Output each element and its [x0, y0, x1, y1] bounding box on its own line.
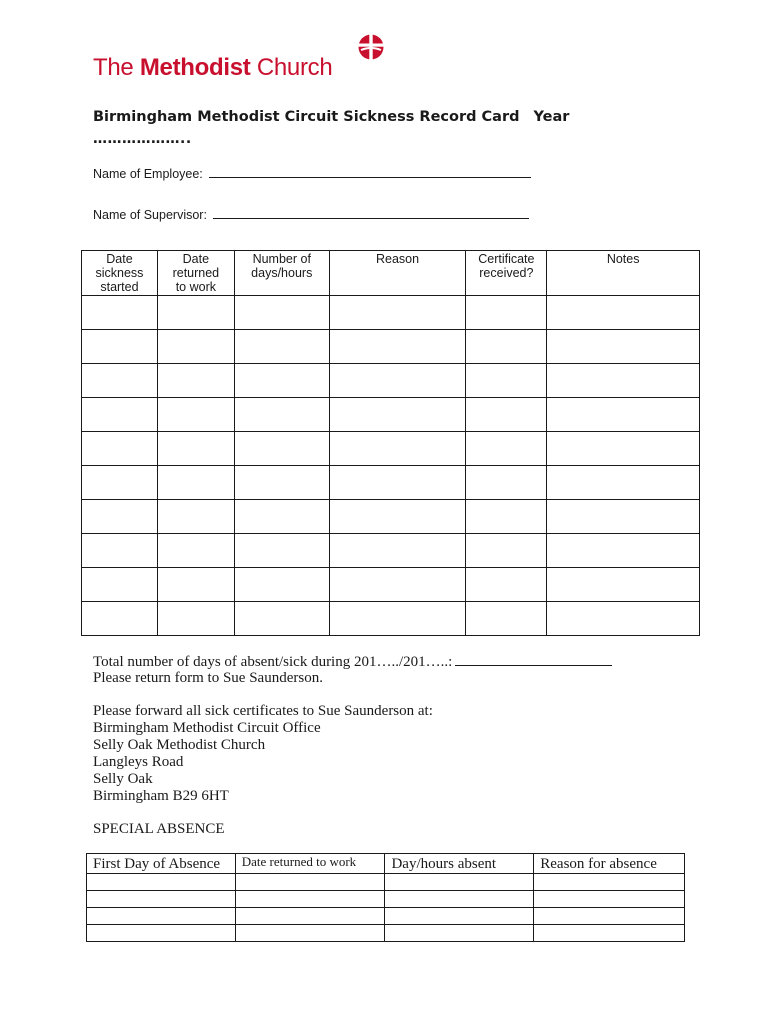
record-entry-cell[interactable]: [466, 568, 547, 602]
special-entry-cell[interactable]: [385, 891, 534, 908]
record-entry-cell[interactable]: [157, 500, 234, 534]
record-entry-cell[interactable]: [82, 432, 158, 466]
record-entry-cell[interactable]: [329, 432, 466, 466]
record-entry-cell[interactable]: [547, 466, 700, 500]
record-entry-cell[interactable]: [466, 534, 547, 568]
record-entry-cell[interactable]: [329, 568, 466, 602]
employee-name-field[interactable]: [93, 167, 531, 181]
special-entry-cell[interactable]: [534, 891, 685, 908]
table-row: [87, 925, 685, 942]
record-header-cell: [329, 251, 466, 296]
table-row: [82, 296, 700, 330]
special-absence-table: [86, 853, 685, 942]
record-header-cell: [82, 251, 158, 296]
special-entry-cell[interactable]: [534, 908, 685, 925]
table-row: [82, 398, 700, 432]
table-row: [87, 908, 685, 925]
total-days-line: [93, 653, 612, 671]
record-entry-cell[interactable]: [329, 296, 466, 330]
special-entry-cell[interactable]: [385, 874, 534, 891]
table-row: [82, 534, 700, 568]
record-entry-cell[interactable]: [157, 568, 234, 602]
address-line: Birmingham B29 6HT: [93, 788, 229, 804]
special-entry-cell[interactable]: [235, 874, 385, 891]
employee-name-line[interactable]: [209, 167, 531, 178]
record-entry-cell[interactable]: [82, 500, 158, 534]
record-entry-cell[interactable]: [547, 568, 700, 602]
record-entry-cell[interactable]: [234, 330, 329, 364]
record-entry-cell[interactable]: [157, 398, 234, 432]
record-entry-cell[interactable]: [466, 432, 547, 466]
year-dots: ………………..: [93, 131, 192, 147]
record-entry-cell[interactable]: [547, 398, 700, 432]
special-entry-cell[interactable]: [87, 891, 236, 908]
special-entry-cell[interactable]: [235, 891, 385, 908]
logo-prefix: The: [93, 54, 140, 81]
supervisor-name-line[interactable]: [213, 208, 529, 219]
special-entry-cell[interactable]: [87, 925, 236, 942]
record-entry-cell[interactable]: [466, 330, 547, 364]
total-days-label: Total number of days of absent/sick during 201…../201…..:: [93, 654, 453, 670]
special-header-cell: First Day of Absence: [87, 854, 236, 874]
record-entry-cell[interactable]: [234, 466, 329, 500]
record-entry-cell[interactable]: [329, 602, 466, 636]
record-entry-cell[interactable]: [82, 398, 158, 432]
record-entry-cell[interactable]: [157, 432, 234, 466]
year-label: Year: [533, 109, 570, 125]
record-entry-cell[interactable]: [466, 602, 547, 636]
title-text: Birmingham Methodist Circuit Sickness Record Card: [93, 109, 520, 125]
record-entry-cell[interactable]: [234, 500, 329, 534]
record-entry-cell[interactable]: [157, 364, 234, 398]
record-entry-cell[interactable]: [547, 296, 700, 330]
record-entry-cell[interactable]: [466, 364, 547, 398]
total-days-blank[interactable]: [455, 653, 612, 666]
record-header-line: started: [100, 280, 139, 294]
special-entry-cell[interactable]: [87, 874, 236, 891]
table-row: [82, 364, 700, 398]
special-header-cell: Date returned to work: [235, 854, 385, 874]
record-header-line: Date: [182, 252, 210, 266]
record-entry-cell[interactable]: [329, 330, 466, 364]
record-entry-cell[interactable]: [329, 364, 466, 398]
special-entry-cell[interactable]: [87, 908, 236, 925]
record-entry-cell[interactable]: [329, 466, 466, 500]
logo-bold: Methodist: [139, 54, 251, 81]
table-row: [87, 891, 685, 908]
special-entry-cell[interactable]: [534, 874, 685, 891]
supervisor-label: Name of Supervisor:: [93, 208, 207, 222]
record-entry-cell[interactable]: [547, 330, 700, 364]
record-header-line: sickness: [95, 266, 144, 280]
special-header-row: [87, 854, 685, 874]
record-entry-cell[interactable]: [234, 602, 329, 636]
special-header-cell: Reason for absence: [534, 854, 685, 874]
record-entry-cell[interactable]: [82, 534, 158, 568]
record-entry-cell[interactable]: [82, 296, 158, 330]
record-header-line: Number of: [252, 252, 311, 266]
special-entry-cell[interactable]: [235, 925, 385, 942]
logo-suffix: Church: [250, 54, 333, 81]
record-entry-cell[interactable]: [234, 296, 329, 330]
record-header-line: Notes: [606, 252, 640, 266]
record-entry-cell[interactable]: [82, 568, 158, 602]
record-header-cell: [157, 251, 234, 296]
special-entry-cell[interactable]: [385, 925, 534, 942]
record-entry-cell[interactable]: [157, 330, 234, 364]
record-header-row: [82, 251, 700, 296]
record-entry-cell[interactable]: [157, 602, 234, 636]
document-title: [93, 109, 569, 125]
record-entry-cell[interactable]: [547, 602, 700, 636]
record-header-line: to work: [175, 280, 216, 294]
logo-wordmark: [93, 54, 332, 82]
address-line: Selly Oak Methodist Church: [93, 737, 266, 753]
table-row: [82, 500, 700, 534]
table-row: [82, 330, 700, 364]
record-entry-cell[interactable]: [234, 398, 329, 432]
return-instruction: Please return form to Sue Saunderson.: [93, 670, 323, 686]
record-header-line: Reason: [376, 252, 420, 266]
address-line: Birmingham Methodist Circuit Office: [93, 720, 321, 736]
record-entry-cell[interactable]: [82, 602, 158, 636]
record-header-cell: [466, 251, 547, 296]
record-entry-cell[interactable]: [547, 534, 700, 568]
record-entry-cell[interactable]: [466, 500, 547, 534]
record-entry-cell[interactable]: [234, 534, 329, 568]
record-entry-cell[interactable]: [234, 432, 329, 466]
record-header-line: received?: [479, 266, 534, 280]
record-entry-cell[interactable]: [547, 432, 700, 466]
cross-and-globe-icon: [358, 34, 384, 60]
record-entry-cell[interactable]: [547, 364, 700, 398]
record-entry-cell[interactable]: [466, 398, 547, 432]
special-entry-cell[interactable]: [385, 908, 534, 925]
record-header-cell: [234, 251, 329, 296]
record-header-line: Certificate: [478, 252, 535, 266]
special-entry-cell[interactable]: [235, 908, 385, 925]
special-entry-cell[interactable]: [534, 925, 685, 942]
record-entry-cell[interactable]: [82, 330, 158, 364]
address-line: Langleys Road: [93, 754, 184, 770]
record-entry-cell[interactable]: [157, 466, 234, 500]
record-header-line: Date: [106, 252, 133, 266]
special-header-cell: Day/hours absent: [385, 854, 534, 874]
record-header-cell: [547, 251, 700, 296]
record-entry-cell[interactable]: [234, 568, 329, 602]
record-entry-cell[interactable]: [329, 398, 466, 432]
record-entry-cell[interactable]: [466, 296, 547, 330]
table-row: [82, 466, 700, 500]
table-row: [82, 568, 700, 602]
record-entry-cell[interactable]: [82, 466, 158, 500]
forward-instruction: Please forward all sick certificates to Sue Saunderson at:: [93, 703, 433, 719]
record-entry-cell[interactable]: [329, 500, 466, 534]
sickness-record-table: [81, 250, 700, 636]
record-entry-cell[interactable]: [82, 364, 158, 398]
table-row: [82, 432, 700, 466]
record-entry-cell[interactable]: [547, 500, 700, 534]
table-row: [87, 874, 685, 891]
record-entry-cell[interactable]: [466, 466, 547, 500]
employee-label: Name of Employee:: [93, 167, 203, 181]
record-entry-cell[interactable]: [234, 364, 329, 398]
record-header-line: days/hours: [251, 266, 313, 280]
record-header-line: returned: [172, 266, 220, 280]
record-entry-cell[interactable]: [157, 534, 234, 568]
record-entry-cell[interactable]: [157, 296, 234, 330]
special-absence-heading: SPECIAL ABSENCE: [93, 821, 225, 837]
supervisor-name-field[interactable]: [93, 208, 529, 222]
table-row: [82, 602, 700, 636]
address-line: Selly Oak: [93, 771, 153, 787]
methodist-church-logo: [93, 34, 393, 84]
record-entry-cell[interactable]: [329, 534, 466, 568]
